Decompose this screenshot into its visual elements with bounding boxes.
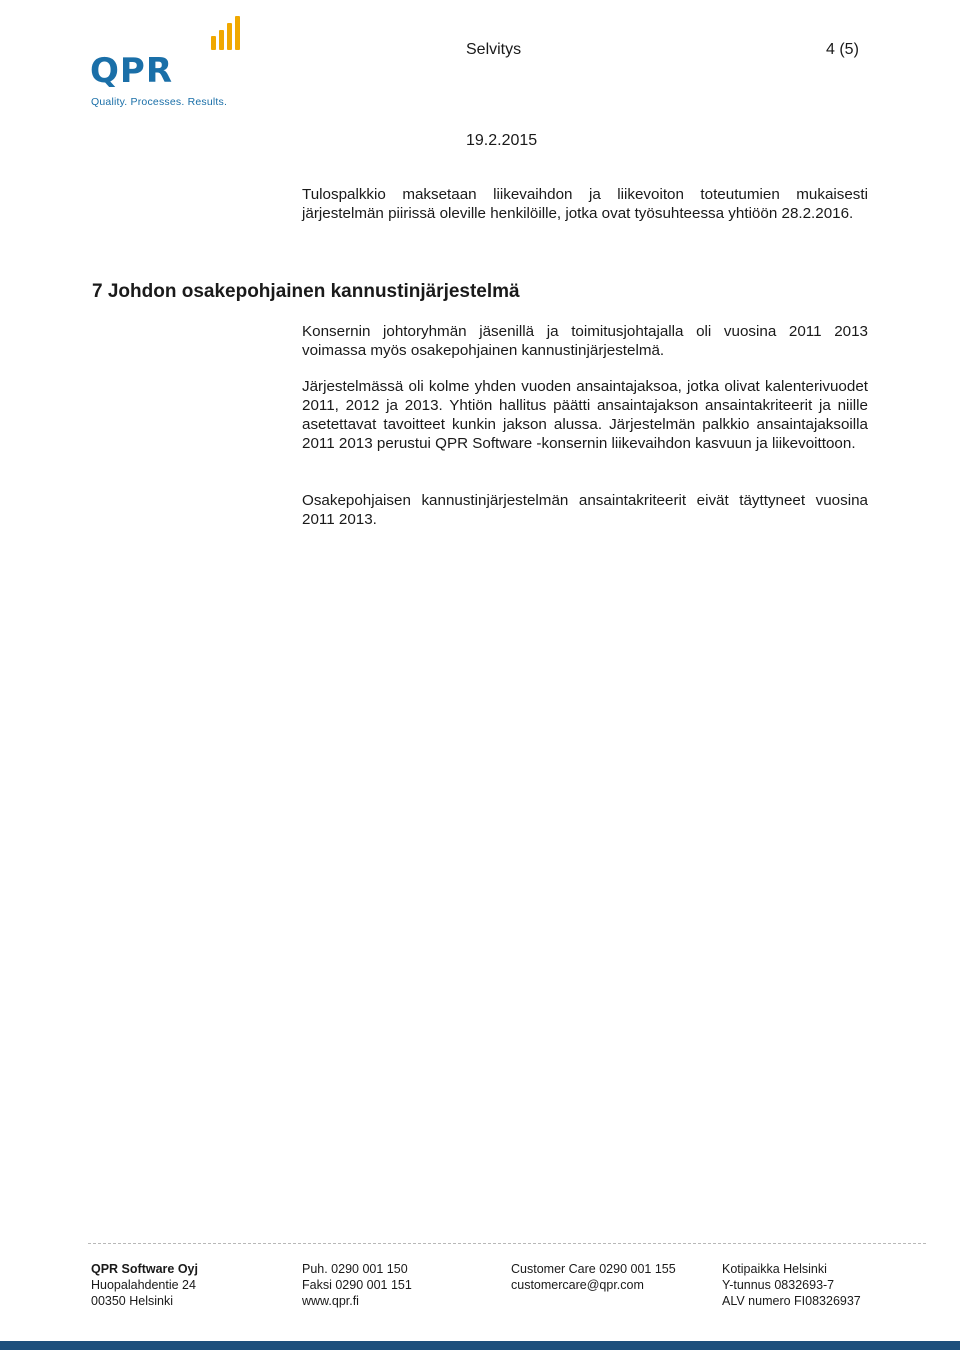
company-postal: 00350 Helsinki	[91, 1294, 173, 1308]
footer-band	[0, 1341, 960, 1350]
footer-customer-care	[511, 1261, 676, 1293]
section-heading: 7 Johdon osakepohjainen kannustinjärjestelmä	[92, 281, 520, 302]
document-date: 19.2.2015	[466, 132, 538, 149]
footer-company	[91, 1261, 198, 1309]
company-name: QPR Software Oyj	[91, 1262, 198, 1276]
logo-tagline: Quality. Processes. Results.	[91, 96, 228, 108]
domicile: Kotipaikka Helsinki	[722, 1262, 827, 1276]
footer-legal	[722, 1261, 861, 1309]
paragraph-3: Osakepohjaisen kannustinjärjestelmän ansaintakriteerit eivät täyttyneet vuosina 2011 2013.	[302, 492, 868, 528]
document-type: Selvitys	[466, 41, 522, 58]
qpr-logo	[88, 14, 248, 114]
website-link[interactable]: www.qpr.fi	[302, 1294, 359, 1308]
fax-number: Faksi 0290 001 151	[302, 1278, 412, 1292]
footer-divider	[88, 1243, 926, 1244]
logo-wordmark: QPR	[90, 51, 174, 91]
intro-paragraph: Tulospalkkio maksetaan liikevaihdon ja liikevoiton toteutumien mukaisesti järjestelmän piirissä oleville henkilöille, jotka ovat työsuhteessa yhtiöön 28.2.2016.	[302, 186, 868, 222]
paragraph-1: Konsernin johtoryhmän jäsenillä ja toimitusjohtajalla oli vuosina 2011 2013 voimassa myös osakepohjainen kannustinjärjestelmä.	[302, 323, 868, 359]
customer-care-email[interactable]: customercare@qpr.com	[511, 1278, 644, 1292]
footer-contact	[302, 1261, 412, 1309]
bar-chart-icon	[211, 16, 241, 50]
page-number: 4 (5)	[826, 41, 859, 58]
customer-care-phone: Customer Care 0290 001 155	[511, 1262, 676, 1276]
phone-number: Puh. 0290 001 150	[302, 1262, 408, 1276]
company-street: Huopalahdentie 24	[91, 1278, 196, 1292]
vat-number: ALV numero FI08326937	[722, 1294, 861, 1308]
paragraph-2: Järjestelmässä oli kolme yhden vuoden ansaintajaksoa, jotka olivat kalenterivuodet 2011, 2012 ja 2013. Yhtiön hallitus päätti ansaintajakson ansaintakriteerit ja niille asetettavat tavoitteet kunkin jakson alussa. Järjestelmän palkkio ansaintajaksoilla 2011 2013 perustui QPR Software -konsernin liikevaihdon kasvuun ja liikevoittoon.	[302, 378, 868, 452]
business-id: Y-tunnus 0832693-7	[722, 1278, 835, 1292]
